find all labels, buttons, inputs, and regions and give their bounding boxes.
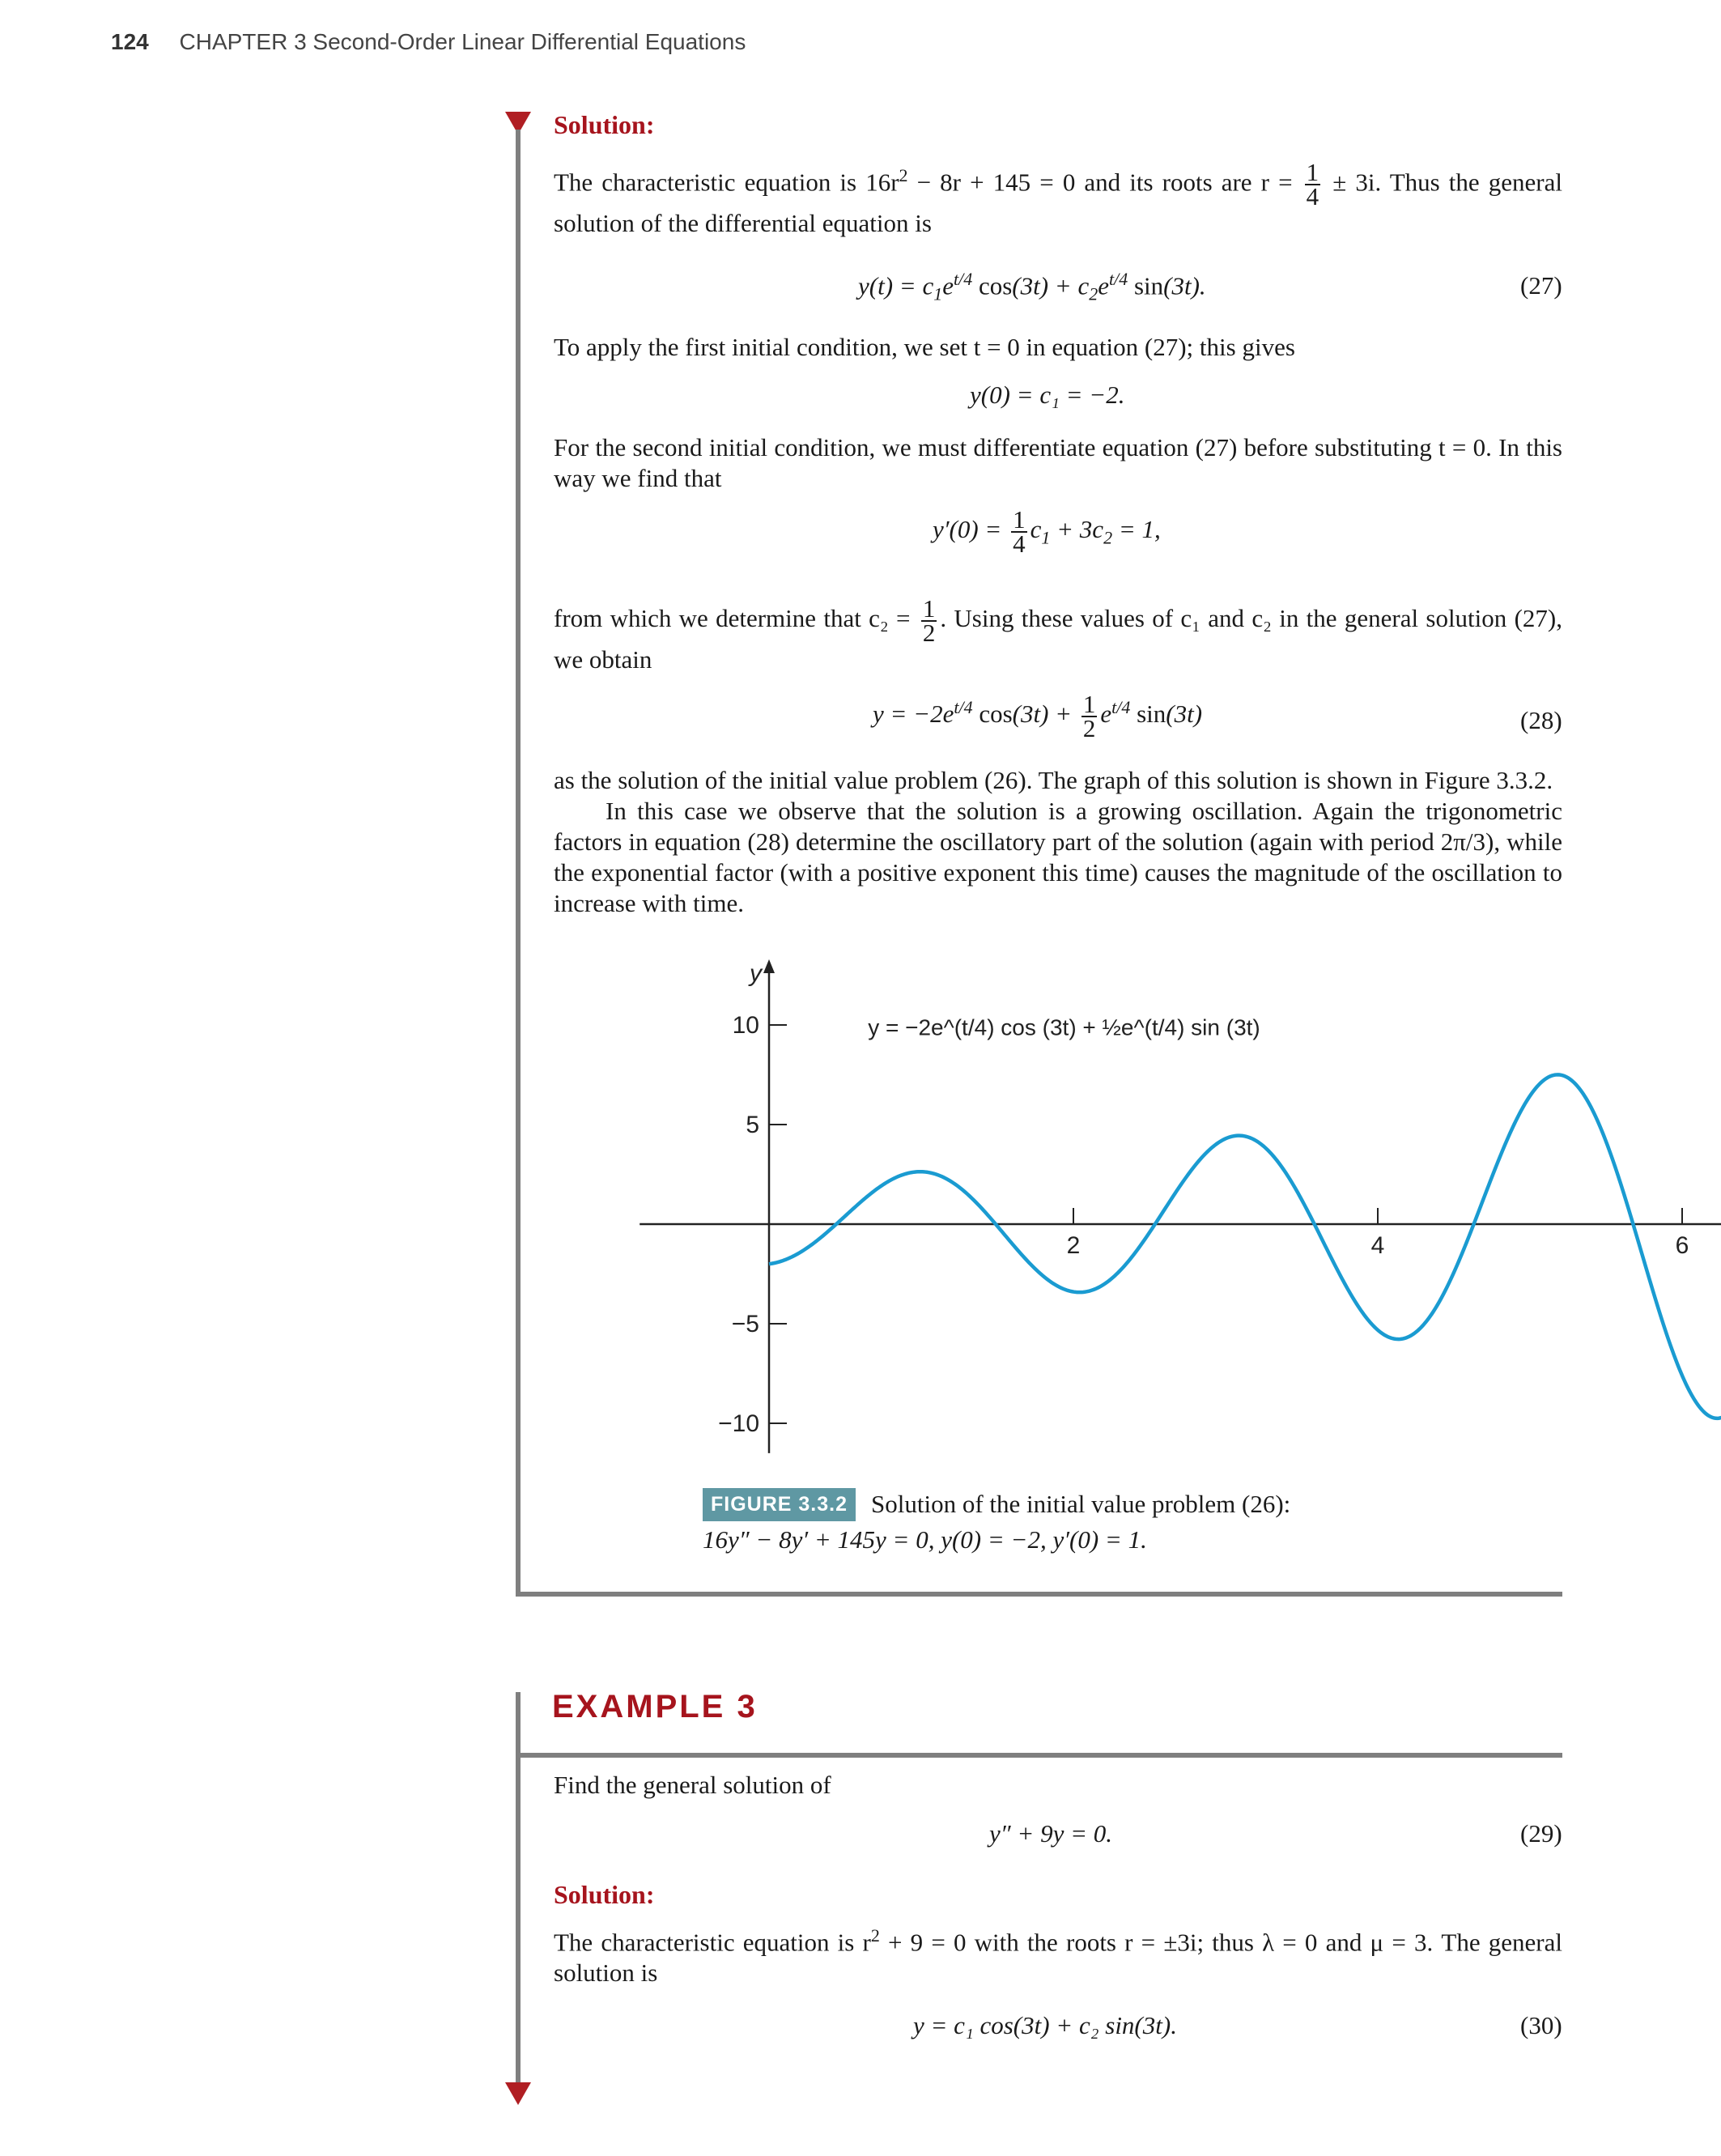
chart-title-formula: y = −2e^(t/4) cos (3t) + ½e^(t/4) sin (3t): [868, 1014, 1260, 1040]
chapter-title: CHAPTER 3 Second-Order Linear Differential Equations: [179, 29, 746, 54]
para1-part-b: − 8r + 145 = 0 and its roots are r =: [907, 168, 1302, 197]
equation-27-number: (27): [1520, 271, 1562, 300]
figure-tag: FIGURE 3.3.2: [703, 1488, 856, 1521]
paragraph-first-initial-condition: To apply the first initial condition, we set t = 0 in equation (27); this gives: [554, 333, 1295, 361]
equation-28-number: (28): [1520, 706, 1562, 734]
equation-29: y″ + 9y = 0.: [989, 1819, 1113, 1848]
example-prompt: Find the general solution of: [554, 1771, 831, 1799]
para4-part-b: . Using these values of c₁ and c₂ in the general solution (27), we obtain: [554, 604, 1562, 674]
equation-27: $y(t) = c_1e^{t/4}$ $\cos(3t) + c_2e^{t/4}$ sin(3t).: [858, 269, 1206, 304]
y-tick-label-10: 10: [732, 1012, 759, 1039]
paragraph-solution-graph: as the solution of the initial value problem (26). The graph of this solution is shown in Figure 3.3.2.: [554, 766, 1553, 794]
figure-caption-line1: Solution of the initial value problem (26):: [871, 1490, 1291, 1518]
solution-heading: Solution:: [554, 110, 655, 139]
equation-30-number: (30): [1520, 2011, 1562, 2039]
example-para-part-b: + 9 = 0 with the roots r = ±3i; thus λ = 0 and μ = 3. The general solution is: [554, 1928, 1562, 1988]
equation-30: y = c₁ cos(3t) + c₂ sin(3t).: [913, 2011, 1177, 2039]
y-axis-label: y: [750, 960, 762, 988]
fraction-one-quarter: $\frac{1}{4}$: [1306, 158, 1319, 211]
x-tick-label-2: 2: [1066, 1232, 1081, 1259]
para1-part-c: ± 3i. Thus the general solution of the differential equation is: [554, 168, 1562, 238]
y-tick-label--10: −10: [718, 1410, 759, 1437]
x-tick-label-6: 6: [1675, 1232, 1689, 1259]
x-tick-label-4: 4: [1370, 1232, 1385, 1259]
y-tick-label--5: −5: [731, 1311, 759, 1337]
example-solution-heading: Solution:: [554, 1880, 655, 1909]
example-para-part-a: The characteristic equation is r: [554, 1928, 871, 1957]
page-number: 124: [111, 29, 149, 54]
fraction-one-half: $\frac{1}{2}$: [922, 594, 936, 647]
equation-yprime0: y′(0) = $\frac{1}{4}$ $c_1 + 3c_2 = 1$,: [933, 505, 1161, 558]
y-axis-arrow-icon: [763, 959, 775, 973]
section-end-triangle-icon: [505, 2082, 531, 2105]
example-left-rule: [516, 1692, 521, 2089]
equation-y0: y(0) = c₁ = −2.: [970, 381, 1125, 409]
para4-part-a: from which we determine that c₂ =: [554, 604, 918, 633]
y-tick-label-5: 5: [746, 1112, 759, 1138]
para1-part-a: The characteristic equation is 16r: [554, 168, 899, 197]
figure-caption-line2: 16y″ − 8y′ + 145y = 0, y(0) = −2, y′(0) = 1.: [703, 1525, 1147, 1554]
example-solution-paragraph: The characteristic equation is $r^2 + 9 = 0$ with the roots r = ±3i; thus λ = 0 and μ = 3. The general solution is: [554, 1925, 1562, 1988]
equation-29-number: (29): [1520, 1819, 1562, 1848]
paragraph-second-initial-condition: For the second initial condition, we must differentiate equation (27) before substituting t = 0. In this way we find that: [554, 433, 1562, 492]
example-title: EXAMPLE 3: [552, 1689, 758, 1724]
example-title-rule: [516, 1753, 1562, 1758]
equation-28: $y = -2e^{t/4}$ cos(3t) + $\frac{1}{2}$ $e^{t/4}$ sin(3t): [873, 690, 1203, 742]
paragraph-characteristic-eq: The characteristic equation is $16r^2 - 8r + 145 = 0$ and its roots are r = $\frac{1}{4}$ ± 3i. Thus the general solution of the differential equation is: [554, 158, 1562, 238]
paragraph-growing-oscillation: In this case we observe that the solution is a growing oscillation. Again the trigonometric factors in equation (28) determine the oscillatory part of the solution (again with period 2π/3), while the exponential factor (with a positive exponent this time) causes the magnitude of the oscillation to increase with time.: [554, 797, 1562, 917]
